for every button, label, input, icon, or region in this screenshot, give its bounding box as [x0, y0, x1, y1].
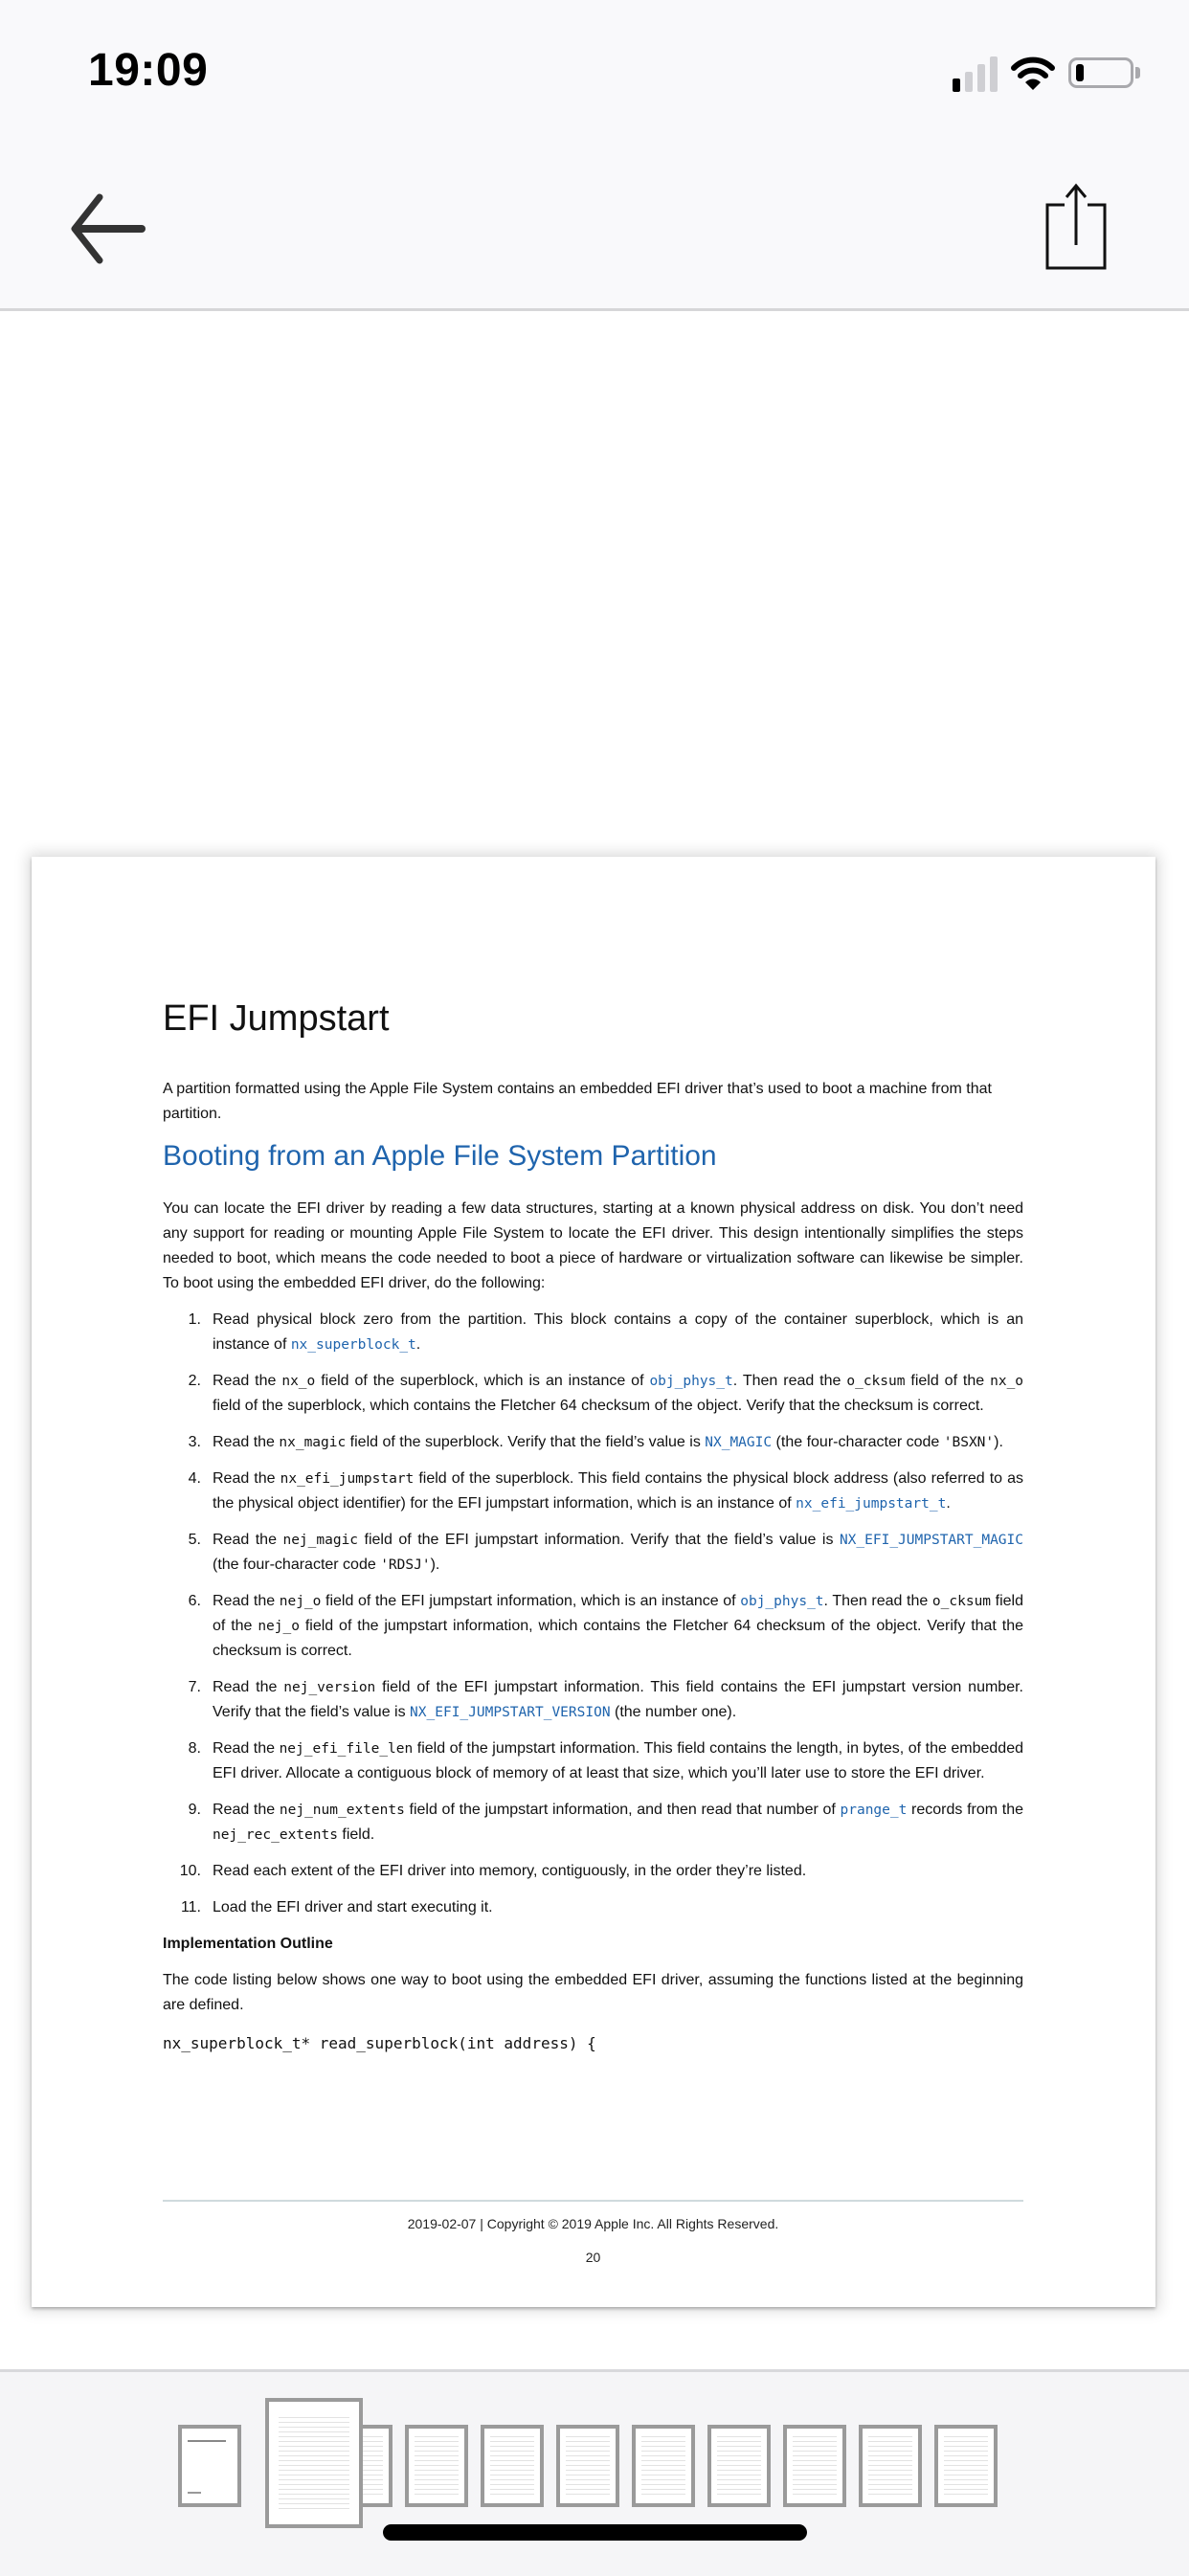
implementation-subheading: Implementation Outline — [163, 1936, 333, 1952]
top-toolbar — [0, 0, 1189, 311]
status-icons — [953, 54, 1143, 92]
page-thumbnail[interactable] — [405, 2425, 468, 2507]
share-icon — [1036, 178, 1116, 274]
step-number: 6. — [188, 1593, 201, 1609]
step-number: 5. — [188, 1532, 201, 1548]
step-text: (the four-character code — [772, 1434, 944, 1450]
step-text: Read the — [213, 1802, 280, 1818]
step-text: Read the — [213, 1679, 284, 1695]
page-thumbnail[interactable] — [783, 2425, 846, 2507]
step-item — [163, 1859, 1023, 1884]
battery-icon — [1068, 57, 1143, 92]
step-text: field of the superblock, which contains the Fletcher 64 checksum of the object. Verify that the checksum is correct. — [213, 1398, 984, 1414]
step-text: field of the jumpstart information, which contains the Fletcher 64 checksum of the object. Verify that the checksum is correct. — [213, 1618, 1023, 1659]
page-thumbnail[interactable] — [632, 2425, 695, 2507]
step-text: field of the jumpstart information. This field contains the length, in bytes, of the embedded EFI driver. Allocate a contiguous block of memory of at least that size, which you’ll later use to store the EFI driver. — [213, 1740, 1024, 1781]
step-text: . — [415, 1336, 421, 1353]
type-link[interactable]: NX_MAGIC — [705, 1435, 773, 1450]
step-item — [163, 1369, 1023, 1419]
step-text: Read the — [213, 1740, 280, 1757]
step-text: . — [946, 1495, 951, 1512]
inline-code: nx_efi_jumpstart — [280, 1471, 415, 1487]
step-text: field of the EFI jumpstart information, which is an instance of — [321, 1593, 741, 1609]
step-text: field. — [337, 1826, 375, 1843]
inline-code: 'BSXN' — [943, 1435, 995, 1450]
type-link[interactable]: obj_phys_t — [649, 1374, 733, 1389]
step-text: field of the — [905, 1373, 991, 1389]
type-link[interactable]: NX_EFI_JUMPSTART_VERSION — [410, 1705, 611, 1720]
step-item — [163, 1736, 1023, 1786]
outline-paragraph: The code listing below shows one way to boot using the embedded EFI driver, assuming the functions listed at the beginning are defined. — [163, 1972, 1023, 2013]
inline-code: nx_o — [990, 1374, 1024, 1389]
step-number: 1. — [188, 1311, 201, 1328]
page-footer: 2019-02-07 | Copyright © 2019 Apple Inc. All Rights Reserved. — [407, 2216, 779, 2231]
type-link[interactable]: nx_efi_jumpstart_t — [796, 1496, 947, 1512]
page-thumbnail[interactable] — [556, 2425, 619, 2507]
share-button[interactable] — [1036, 178, 1116, 274]
type-link[interactable]: obj_phys_t — [740, 1594, 824, 1609]
step-text: field of the EFI jumpstart information. This field contains the EFI jumpstart version number. Verify that the field’s value is — [213, 1679, 1023, 1720]
inline-code: nej_o — [279, 1594, 322, 1609]
section-heading: Booting from an Apple File System Partition — [163, 1140, 717, 1172]
step-number: 7. — [188, 1679, 201, 1695]
inline-code: nej_magic — [282, 1533, 359, 1548]
step-text: (the four-character code — [213, 1557, 381, 1573]
wifi-icon — [1011, 56, 1055, 92]
step-item — [163, 1675, 1023, 1725]
page-thumbnail[interactable] — [178, 2425, 241, 2507]
inline-code: nx_magic — [279, 1435, 347, 1450]
type-link[interactable]: NX_EFI_JUMPSTART_MAGIC — [839, 1533, 1023, 1548]
step-number: 2. — [188, 1373, 201, 1389]
step-number: 11. — [180, 1899, 201, 1915]
step-text: Read the — [213, 1593, 280, 1609]
page-thumbnail[interactable] — [859, 2425, 922, 2507]
step-item — [163, 1895, 1023, 1920]
step-text: field of the EFI jumpstart information. Verify that the field’s value is — [358, 1532, 840, 1548]
step-text: Read the — [213, 1532, 283, 1548]
step-number: 9. — [188, 1802, 201, 1818]
step-item — [163, 1308, 1023, 1357]
step-item — [163, 1467, 1023, 1516]
step-number: 3. — [188, 1434, 201, 1450]
status-time: 19:09 — [88, 45, 209, 96]
step-text: . Then read the — [732, 1373, 847, 1389]
type-link[interactable]: prange_t — [840, 1803, 908, 1818]
step-number: 8. — [188, 1740, 201, 1757]
inline-code: o_cksum — [931, 1594, 992, 1609]
inline-code: nx_o — [281, 1374, 316, 1389]
step-item — [163, 1798, 1023, 1848]
inline-code: nej_o — [258, 1619, 300, 1634]
step-text: field of the jumpstart information, and then read that number of — [404, 1802, 841, 1818]
pdf-page — [32, 857, 1155, 2307]
step-text: Read each extent of the EFI driver into memory, contiguously, in the order they’re listed. — [213, 1863, 807, 1879]
page-number: 20 — [585, 2250, 601, 2265]
step-text: field of the superblock, which is an instance of — [315, 1373, 650, 1389]
step-text: field of the superblock. This field contains the physical block address (also referred to as the physical object identifier) for the EFI jumpstart information, which is an instance of — [213, 1470, 1023, 1512]
type-link[interactable]: nx_superblock_t — [290, 1337, 416, 1353]
section-paragraph: You can locate the EFI driver by reading a few data structures, starting at a known physical address on disk. You don’t need any support for reading or mounting Apple File System to locate the EFI driver. This design intentionally simplifies the steps needed to boot, which means the code needed to boot a piece of hardware or virtualization software can likewise be simpler. To boot using the embedded EFI driver, do the following: — [163, 1200, 1023, 1291]
thumbnail-strip[interactable] — [0, 2369, 1189, 2576]
cellular-signal-icon — [953, 56, 998, 92]
inline-code: nej_num_extents — [279, 1803, 405, 1818]
steps-list — [163, 1308, 1023, 1920]
page-thumbnail[interactable] — [934, 2425, 998, 2507]
inline-code: nej_version — [283, 1680, 376, 1695]
step-text: Read physical block zero from the partition. This block contains a copy of the container superblock, which is an instance of — [213, 1311, 1023, 1353]
back-button[interactable] — [65, 188, 151, 274]
home-indicator[interactable] — [383, 2524, 807, 2541]
step-text: Read the — [213, 1470, 280, 1487]
step-text: Read the — [213, 1434, 280, 1450]
step-text: . Then read the — [823, 1593, 932, 1609]
step-text: ). — [994, 1434, 1003, 1450]
step-text: field of the — [213, 1593, 1024, 1634]
arrow-left-icon — [65, 188, 151, 274]
page-title: EFI Jumpstart — [163, 998, 390, 1039]
step-text: (the number one). — [610, 1704, 737, 1720]
page-thumbnail[interactable] — [481, 2425, 544, 2507]
step-text: Read the — [213, 1373, 282, 1389]
step-text: ). — [430, 1557, 440, 1573]
step-text: Load the EFI driver and start executing it. — [213, 1899, 493, 1915]
step-text: field of the superblock. Verify that the field’s value is — [346, 1434, 706, 1450]
thumbnail-current-page[interactable] — [265, 2398, 363, 2528]
step-item — [163, 1528, 1023, 1578]
inline-code: nej_efi_file_len — [279, 1741, 414, 1757]
step-item — [163, 1430, 1023, 1455]
footer-divider — [163, 2200, 1023, 2202]
step-number: 10. — [179, 1863, 201, 1879]
inline-code: 'RDSJ' — [380, 1557, 431, 1573]
step-text: records from the — [907, 1802, 1024, 1818]
inline-code: nej_rec_extents — [213, 1827, 338, 1843]
section-body — [163, 1197, 1023, 2056]
page-thumbnail[interactable] — [707, 2425, 771, 2507]
intro-paragraph: A partition formatted using the Apple File System contains an embedded EFI driver that’s used to boot a machine from that partition. — [163, 1081, 992, 1122]
code-listing: nx_superblock_t* read_superblock(int address) { — [163, 2034, 596, 2052]
document-viewer[interactable] — [0, 311, 1189, 2369]
step-item — [163, 1589, 1023, 1664]
inline-code: o_cksum — [846, 1374, 906, 1389]
step-number: 4. — [188, 1470, 201, 1487]
